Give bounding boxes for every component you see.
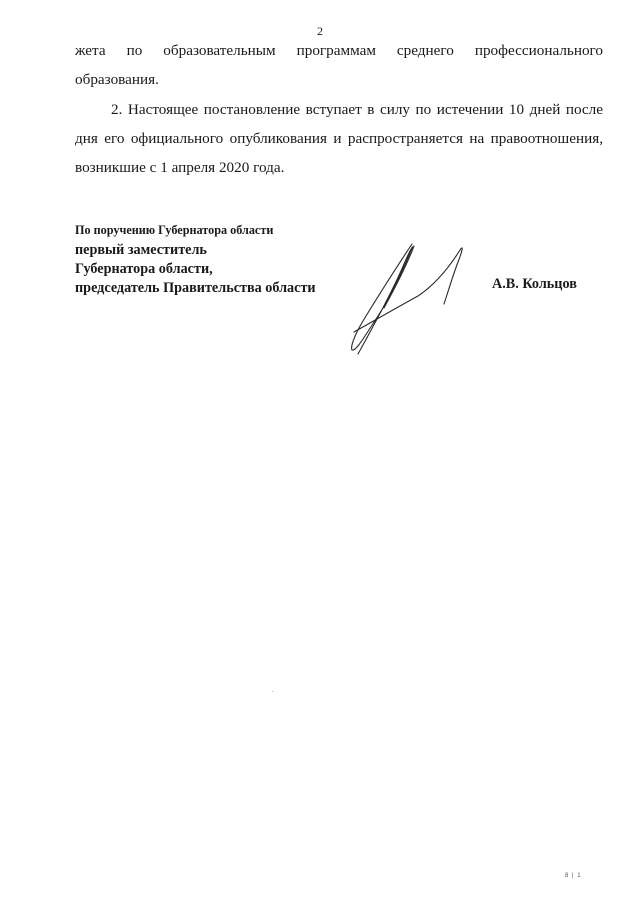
page-number: 2	[317, 24, 323, 38]
signer-name: А.В. Кольцов	[492, 276, 577, 292]
paragraph-continuation: жета по образовательным программам среднего профессионального образования.	[75, 42, 603, 88]
signature-line-position: первый заместитель	[75, 242, 207, 258]
signature-block	[75, 221, 316, 298]
signature-line-by-order: По поручению Губернатора области	[75, 223, 274, 237]
document-body	[75, 36, 603, 182]
signature-line-governor: Губернатора области,	[75, 261, 213, 277]
signature-line-chairman: председатель Правительства области	[75, 280, 316, 296]
scan-speck	[272, 691, 273, 692]
paragraph-effective-date: 2. Настоящее постановление вступает в силу по истечении 10 дней после дня его официального опубликования и распространяется на правоотношения, возникшие с 1 апреля 2020 года.	[75, 101, 603, 176]
footer-mark: 8 | 1	[565, 873, 582, 879]
handwritten-signature	[338, 238, 488, 358]
